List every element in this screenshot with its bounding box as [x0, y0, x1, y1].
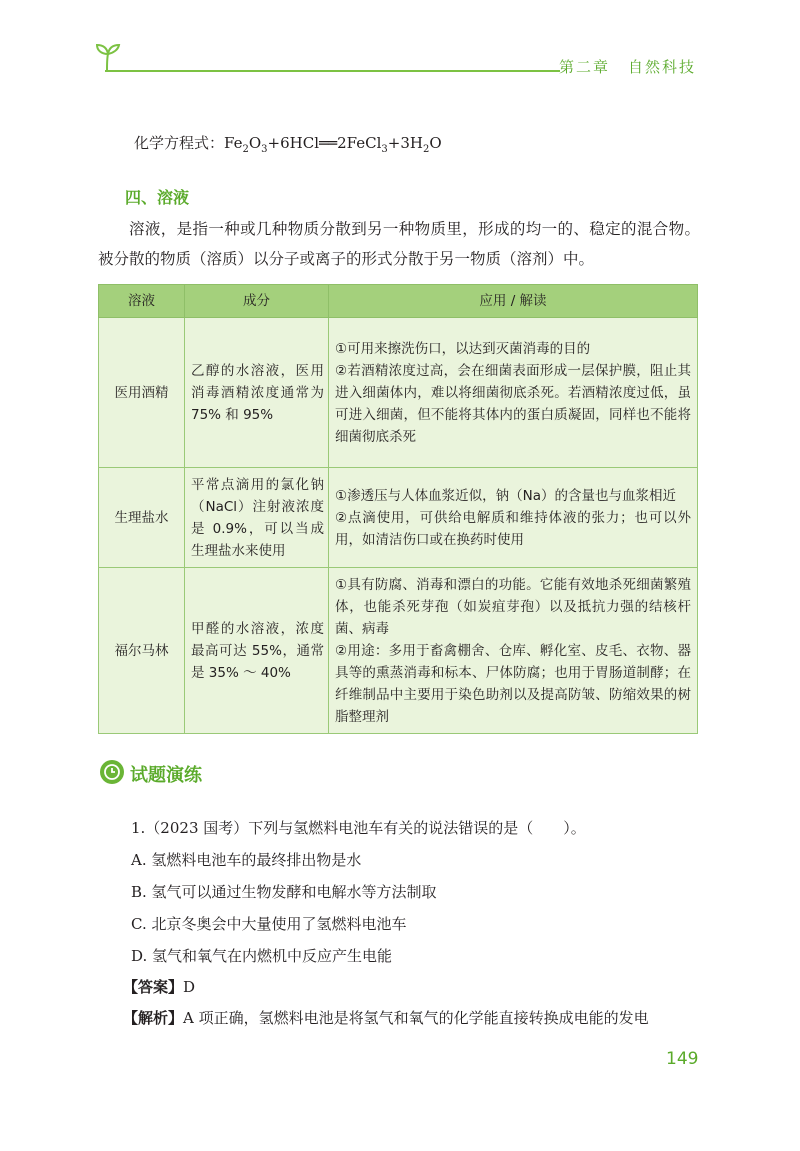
option-a: A. 氢燃料电池车的最终排出物是水 — [131, 851, 362, 869]
eq-sub: 3 — [381, 144, 388, 155]
chapter-title: 自然科技 — [627, 58, 696, 76]
table-row — [99, 568, 698, 734]
table-row — [99, 468, 698, 568]
answer-line — [123, 976, 195, 997]
eq-part: +3H — [387, 134, 423, 152]
chapter-label — [559, 56, 696, 77]
question-stem: 1.（2023 国考）下列与氢燃料电池车有关的说法错误的是（ ）。 — [131, 819, 586, 837]
header-composition: 成分 — [185, 285, 329, 318]
analysis-line — [123, 1007, 649, 1028]
header-solution: 溶液 — [99, 285, 185, 318]
application-point: ①渗透压与人体血浆近似，钠（Na）的含量也与血浆相近 — [335, 487, 676, 504]
application-point: ②若酒精浓度过高，会在细菌表面形成一层保护膜，阻止其进入细菌体内，难以将细菌彻底杀死。若酒精浓度过低，虽可进入细菌，但不能将其体内的蛋白质凝固，同样也不能将细菌彻底杀死 — [335, 362, 691, 445]
row-name: 福尔马林 — [99, 568, 185, 734]
option-b: B. 氢气可以通过生物发酵和电解水等方法制取 — [131, 883, 437, 901]
eq-part: Fe — [224, 134, 243, 152]
option-d: D. 氢气和氧气在内燃机中反应产生电能 — [131, 947, 393, 965]
row-name: 医用酒精 — [99, 318, 185, 468]
eq-sub: 2 — [422, 144, 430, 155]
sprout-icon — [95, 42, 121, 72]
header-application: 应用 / 解读 — [329, 285, 698, 318]
row-composition: 乙醇的水溶液，医用消毒酒精浓度通常为75% 和 95% — [185, 318, 329, 468]
analysis-label: 【解析】 — [123, 1009, 184, 1027]
page-number: 149 — [666, 1049, 699, 1069]
chapter-number: 第二章 — [558, 58, 610, 76]
application-point: ②点滴使用，可供给电解质和维持体液的张力；也可以外用，如清洁伤口或在换药时使用 — [335, 509, 691, 548]
analysis-text: A 项正确，氢燃料电池是将氢气和氧气的化学能直接转换成电能的发电 — [183, 1009, 649, 1027]
row-application — [329, 318, 698, 468]
exercise-title: 试题演练 — [130, 765, 202, 786]
application-point: ①可用来擦洗伤口，以达到灭菌消毒的目的 — [335, 340, 591, 357]
option-c: C. 北京冬奥会中大量使用了氢燃料电池车 — [131, 915, 407, 933]
row-composition: 甲醛的水溶液，浓度最高可达 55%，通常是 35% ～ 40% — [185, 568, 329, 734]
eq-part: O — [429, 134, 442, 152]
application-point: ①具有防腐、消毒和漂白的功能。它能有效地杀死细菌繁殖体，也能杀死芽孢（如炭疽芽孢）以及抵抗力强的结核杆菌、病毒 — [335, 576, 691, 637]
answer-label: 【答案】 — [123, 978, 184, 996]
application-point: ②用途：多用于畜禽棚舍、仓库、孵化室、皮毛、衣物、器具等的熏蒸消毒和标本、尸体防腐；也用于胃肠道制酵；在纤维制品中主要用于染色助剂以及提高防皱、防缩效果的树脂整理剂 — [335, 642, 691, 725]
row-application — [329, 568, 698, 734]
row-composition: 平常点滴用的氯化钠（NaCl）注射液浓度是 0.9%，可以当成生理盐水来使用 — [185, 468, 329, 568]
row-name: 生理盐水 — [99, 468, 185, 568]
table-row — [99, 318, 698, 468]
answer-value: D — [183, 978, 196, 996]
equation-label: 化学方程式： — [134, 134, 225, 152]
running-header — [95, 42, 700, 82]
chemical-equation — [134, 132, 442, 155]
eq-part: +6HCl — [267, 134, 320, 152]
header-rule — [105, 70, 560, 72]
table-header-row — [99, 285, 698, 318]
eq-sub: 3 — [261, 144, 268, 155]
row-application — [329, 468, 698, 568]
clock-icon — [100, 760, 124, 784]
eq-sub: 2 — [242, 144, 249, 155]
eq-part: O — [248, 134, 262, 152]
eq-equals: ══ — [319, 134, 338, 152]
solution-table — [98, 284, 698, 734]
section-title: 四、溶液 — [125, 188, 190, 207]
intro-paragraph: 溶液，是指一种或几种物质分散到另一种物质里，形成的均一的、稳定的混合物。被分散的物质（溶质）以分子或离子的形式分散于另一物质（溶剂）中。 — [98, 220, 700, 268]
eq-part: 2FeCl — [337, 134, 382, 152]
